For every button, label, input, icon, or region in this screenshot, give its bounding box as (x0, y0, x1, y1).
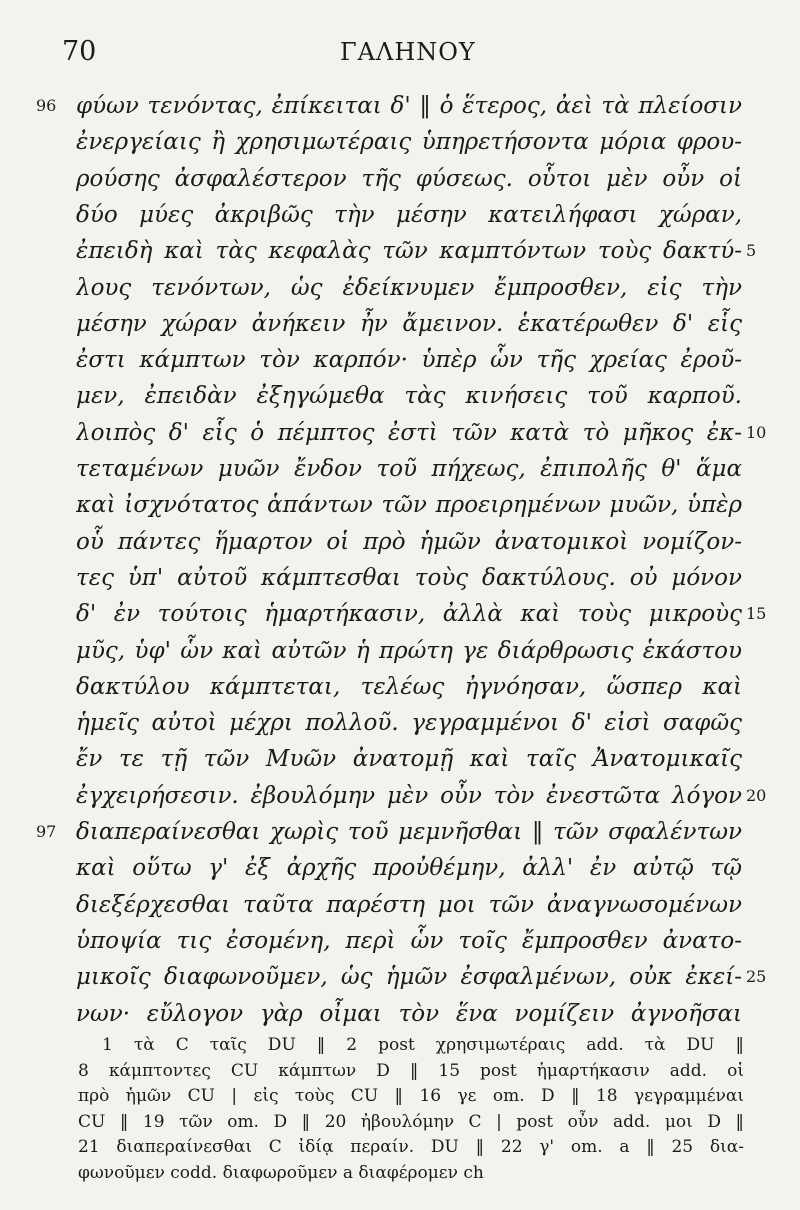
line-text: νων· εὔλογον γὰρ οἶμαι τὸν ἕνα νομίζειν ἀγνοῆσαι (76, 1000, 742, 1027)
text-line (0, 415, 800, 451)
line-text: τεταμένων μυῶν ἔνδον τοῦ πήχεως, ἐπιπολῆς θ' ἅμα (76, 456, 742, 482)
line-text: ἡμεῖς αὐτοὶ μέχρι πολλοῦ. γεγραμμένοι δ' εἰσὶ σαφῶς (76, 710, 742, 737)
text-line (0, 596, 800, 632)
line-text: διεξέρχεσθαι ταῦτα παρέστη μοι τῶν ἀναγνωσομένων (76, 891, 742, 918)
line-text: δ' ἐν τούτοις ἡμαρτήκασιν, ἀλλὰ καὶ τοὺς μικροὺς (76, 601, 742, 628)
line-text: ἔν τε τῇ τῶν Μυῶν ἀνατομῇ καὶ ταῖς Ἀνατομικαῖς (76, 746, 742, 773)
footnote-line: CU ‖ 19 τῶν om. D ‖ 20 ἠβουλόμην C | post οὖν add. μοι D ‖ (78, 1111, 744, 1132)
margin-number-left: 96 (36, 96, 57, 115)
text-line (0, 560, 800, 596)
line-text: μέσην χώραν ἀνήκειν ἦν ἄμεινον. ἑκατέρωθεν δ' εἷς (76, 310, 742, 337)
text-line (0, 378, 800, 414)
text-line (0, 959, 800, 995)
line-text: δακτύλου κάμπτεται, τελέως ἠγνόησαν, ὥσπερ καὶ (76, 673, 742, 700)
line-number-right: 15 (746, 604, 767, 624)
text-line (0, 923, 800, 959)
running-title: ΓΑΛΗΝΟΥ (340, 38, 476, 66)
footnote-line: φωνοῦμεν codd. διαφωροῦμεν a διαφέρομεν ch (78, 1162, 484, 1183)
line-number-right: 20 (746, 785, 767, 805)
footnote-line: 21 διαπεραίνεσθαι C ἰδίᾳ περαίν. DU ‖ 22 γ' om. a ‖ 25 δια- (78, 1137, 744, 1157)
line-text: ὑποψία τις ἐσομένη, περὶ ὧν τοῖς ἔμπροσθεν ἀνατο- (76, 927, 742, 954)
text-line (0, 814, 800, 850)
line-number-right: 25 (746, 967, 767, 987)
line-text: ἐπειδὴ καὶ τὰς κεφαλὰς τῶν καμπτόντων τοὺς δακτύ- (76, 238, 742, 265)
text-line (0, 197, 800, 233)
text-line (0, 778, 800, 814)
line-text: μῦς, ὑφ' ὧν καὶ αὐτῶν ἡ πρώτη γε διάρθρωσις ἑκάστου (76, 637, 742, 664)
line-number-right: 5 (746, 241, 757, 261)
line-text: μεν, ἐπειδὰν ἐξηγώμεθα τὰς κινήσεις τοῦ καρποῦ. (76, 383, 742, 410)
text-line (0, 270, 800, 306)
footnote-line: πρὸ ἡμῶν CU | εἰς τοὺς CU ‖ 16 γε om. D ‖ 18 γεγραμμέναι (78, 1086, 744, 1106)
text-line (0, 633, 800, 669)
text-line (0, 88, 800, 124)
text-line (0, 996, 800, 1032)
footnote-line: 8 κάμπτοντες CU κάμπτων D ‖ 15 post ἡμαρτήκασιν add. οἱ (78, 1060, 744, 1081)
line-text: τες ὑπ' αὐτοῦ κάμπτεσθαι τοὺς δακτύλους. οὐ μόνον (76, 564, 742, 591)
text-line (0, 342, 800, 378)
text-line (0, 705, 800, 741)
text-line (0, 161, 800, 197)
line-text: μικοῖς διαφωνοῦμεν, ὡς ἡμῶν ἐσφαλμένων, οὐκ ἐκεί- (76, 964, 742, 991)
text-line (0, 451, 800, 487)
line-text: διαπεραίνεσθαι χωρὶς τοῦ μεμνῆσθαι ‖ τῶν σφαλέντων (76, 819, 742, 845)
line-text: ἐγχειρήσεσιν. ἐβουλόμην μὲν οὖν τὸν ἐνεστῶτα λόγον (76, 782, 742, 809)
line-text: οὗ πάντες ἥμαρτον οἱ πρὸ ἡμῶν ἀνατομικοὶ νομίζον- (76, 528, 742, 555)
line-text: ρούσης ἀσφαλέστερον τῆς φύσεως. οὗτοι μὲν οὖν οἱ (76, 165, 742, 192)
text-line (0, 233, 800, 269)
text-line (0, 669, 800, 705)
line-text: ἐστι κάμπτων τὸν καρπόν· ὑπὲρ ὧν τῆς χρείας ἐροῦ- (76, 347, 742, 374)
page-header (0, 30, 800, 70)
text-line (0, 524, 800, 560)
text-line (0, 306, 800, 342)
line-text: καὶ ἰσχνότατος ἁπάντων τῶν προειρημένων μυῶν, ὑπὲρ (76, 492, 742, 519)
line-text: ἐνεργείαις ἢ χρησιμωτέραις ὑπηρετήσοντα μόρια φρου- (76, 129, 742, 156)
text-line (0, 887, 800, 923)
text-line (0, 741, 800, 777)
line-text: καὶ οὕτω γ' ἐξ ἀρχῆς προὐθέμην, ἀλλ' ἐν αὐτῷ τῷ (76, 855, 742, 882)
line-text: φύων τενόντας, ἐπίκειται δ' ‖ ὁ ἕτερος, ἀεὶ τὰ πλείοσιν (76, 93, 742, 119)
line-text: λους τενόντων, ὡς ἐδείκνυμεν ἔμπροσθεν, εἰς τὴν (76, 274, 742, 301)
margin-number-left: 97 (36, 822, 57, 841)
footnote-line: 1 τὰ C ταῖς DU ‖ 2 post χρησιμωτέραις add. τὰ DU ‖ (102, 1035, 744, 1055)
text-line (0, 850, 800, 886)
text-line (0, 124, 800, 160)
line-number-right: 10 (746, 422, 767, 442)
line-text: δύο μύες ἀκριβῶς τὴν μέσην κατειλήφασι χώραν, (76, 201, 742, 228)
line-text: λοιπὸς δ' εἷς ὁ πέμπτος ἐστὶ τῶν κατὰ τὸ μῆκος ἐκ- (76, 419, 742, 446)
page-number: 70 (62, 36, 97, 67)
text-line (0, 487, 800, 523)
